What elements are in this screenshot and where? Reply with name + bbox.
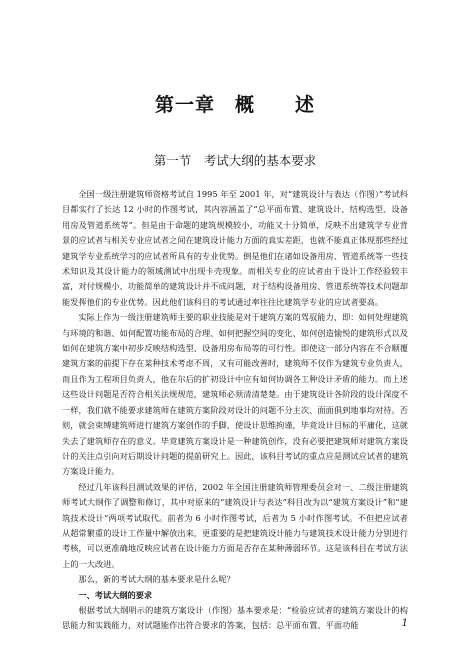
paragraph-5: 根据考试大纲明示的建筑方案设计（作图）基本要求是：“检验应试者的建筑方案设计的构思能力和实践能力，对试题能作出符合要求的答案，包括：总平面布置、平面功能 <box>62 604 408 631</box>
page-number: 1 <box>401 618 408 629</box>
subheading: 一、考试大纲的要求 <box>78 589 153 600</box>
chapter-title: 第一章 概 述 <box>154 94 315 116</box>
paragraph-1: 全国一级注册建筑师资格考试自 1995 年至 2001 年，对“建筑设计与表达（作图）”考试科目都实行了长达 12 小时的作图考试，其内容涵盖了“总平面布置、建筑设计、结构选型、设备用房及管道系统等”。但是由于命题的建筑规模较小，功能又十分简单，反映不出建筑学专业背景的应试者与相关专业应试者之间在建筑设计能力方面的真实差距，也就不能真正体现那些经过建筑学专业系统学习的应试者所具有的专业优势。倒是他们在诸如设备用房、管道系统等一些技术知识及其设计能力的领域测试中出现卡壳现象。而相关专业的应试者由于设计工作经验较丰富，对付规模小、功能简单的建筑设计并不成问题，对于结构设备用房、管道系统等技术问题却能发挥他们的专业优势。因此他们该科目的考试通过率往往比建筑学专业的应试者要高。 <box>62 189 408 307</box>
paragraph-4: 那么，新的考试大纲的基本要求是什么呢？ <box>78 574 235 585</box>
paragraph-3: 经过几年该科目测试效果的评估，2002 年全国注册建筑师管理委员会对一、二级注册建筑师考试大纲作了调整和修订，其中对原来的“建筑设计与表达”科目改为以“建筑方案设计”和“建筑技术设计”两项考试取代。前者为 6 小时作图考试，后者为 5 小时作图考试。不但把应试者从超常繁重的设计工作量中解放出来，更重要的是把建筑设计能力与建筑技术设计能力分别进行考核，可以更准确地反映应试者在设计能力方面是否存在某种薄弱环节。这是该科目在考试方法上的一大改进。 <box>62 481 408 569</box>
page-body <box>62 80 408 634</box>
paragraph-2: 实际上作为一级注册建筑师主要的职业技能是对于建筑方案的驾驭能力，即：如何处理建筑与环境的和谐、如何配置功能布局的合理、如何把握空间的变化、如何创造愉悦的建筑形式以及如何在建筑方案中初步反映结构选型、设备用房布局等的可行性。即使这一部分内容在不合顺覆建筑方案的前提下存在某种技术考虑不周，又有可能改善时，建筑师不仅作为建筑专业负责人，而且作为工程项目负责人，他在尔后的扩初设计中应有如何协调各工种设计矛盾的能力。而上述这些设计问题是否符合相关法规规范，建筑师必须清清楚楚。由于建筑设计各阶段的设计深度不一样，我们就不能要求建筑师在建筑方案阶段对设计的问题不分主次、面面俱到地事均对待。否则，就会束缚建筑师进行建筑方案创作的手脚，使设计思维拘谨，毕竟设计目标的平庸化，这就失去了建筑师存在的意义。毕竟建筑方案设计是一种建筑创作，没有必要把建筑师对建筑方案设计的关注点引向对后期设计问题的提前研究上。因此，该科目考试的重点应是测试应试者的建筑方案设计能力。 <box>62 312 408 477</box>
section-title: 第一节 考试大纲的基本要求 <box>153 153 317 168</box>
